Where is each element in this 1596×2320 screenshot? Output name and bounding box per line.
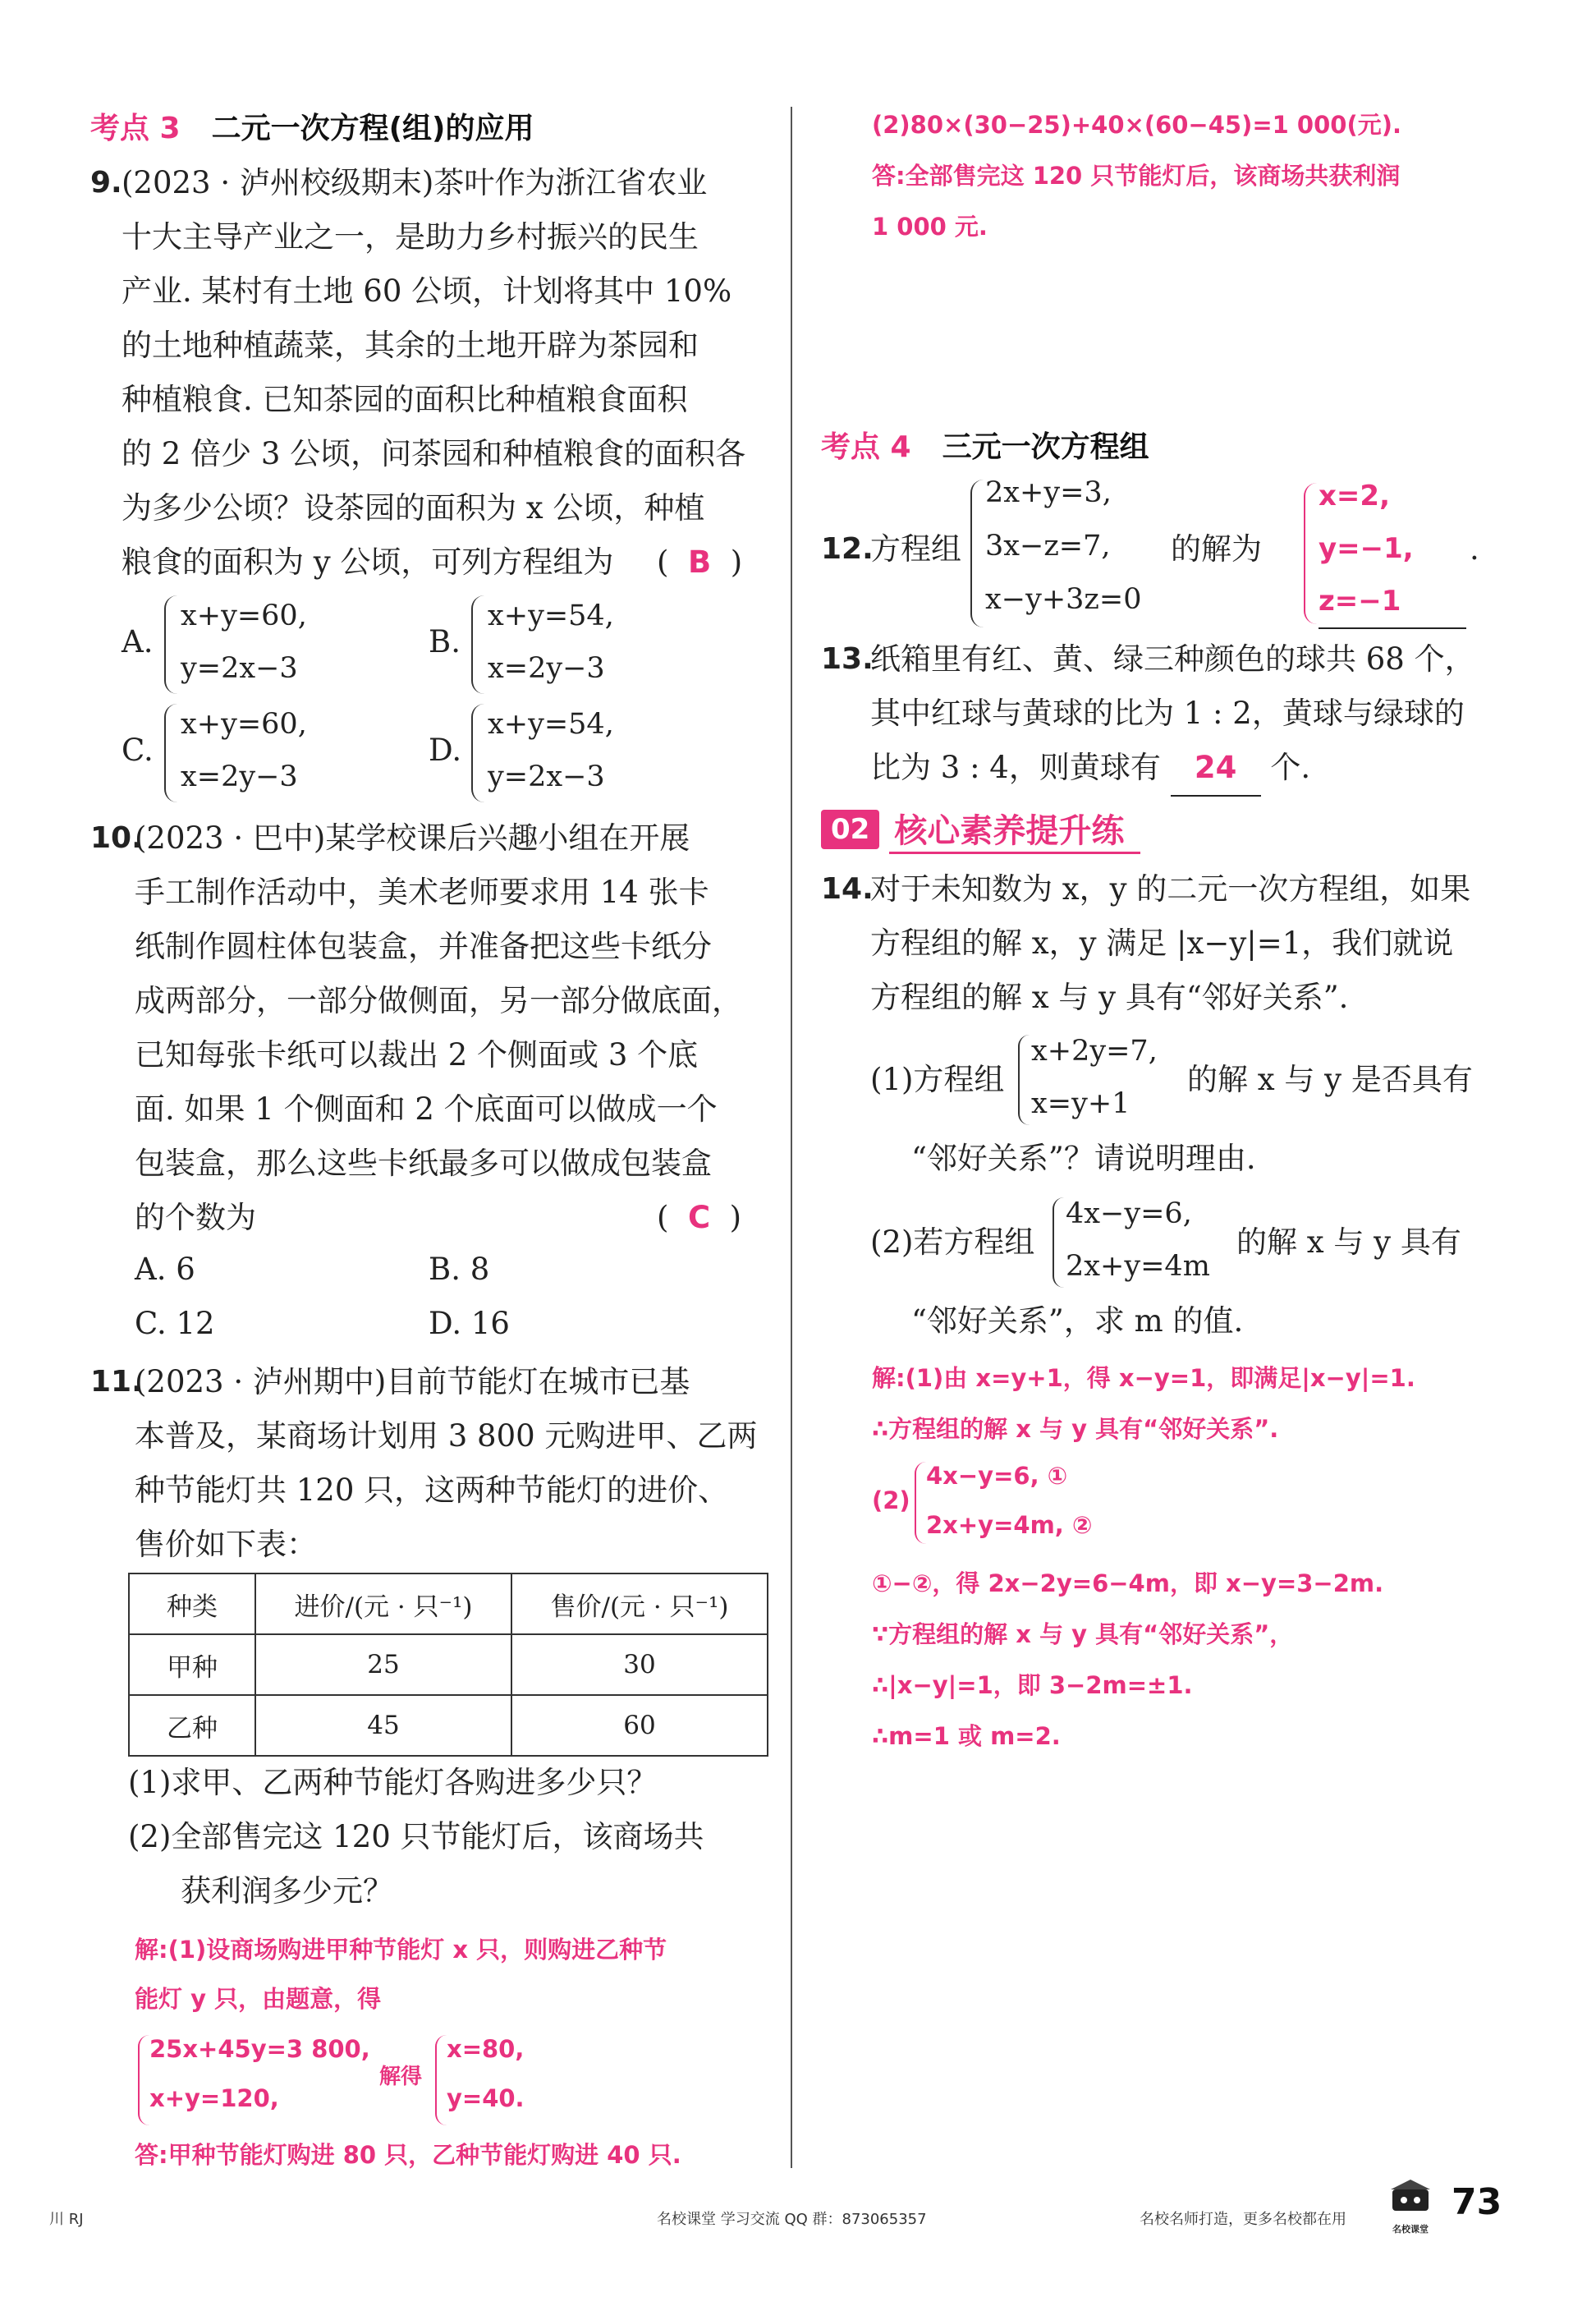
option-a-system — [181, 590, 307, 695]
answer-bracket: ( C ) — [657, 1200, 742, 1235]
badge-number: 02 — [821, 810, 879, 849]
option-label: B. — [429, 624, 461, 659]
brace — [471, 595, 484, 694]
q12-mid: 的解为 — [1171, 531, 1262, 567]
equation: x−y+3z=0 — [985, 583, 1142, 616]
q14-part2-text: 的解 x 与 y 具有 — [1236, 1224, 1461, 1260]
equation: x+y=54, — [488, 708, 614, 741]
q14-part2-text: “邻好关系”，求 m 的值. — [911, 1303, 1244, 1339]
equation: 2x+y=4m — [1066, 1250, 1210, 1283]
solution-line: ∴m=1 或 m=2. — [872, 1722, 1061, 1750]
q14-part1-text: “邻好关系”？请说明理由. — [911, 1141, 1256, 1176]
solution-equation: 4x−y=6, ① — [926, 1462, 1068, 1490]
q14-line: 对于未知数为 x，y 的二元一次方程组，如果 — [870, 871, 1471, 907]
table-header: 种类 — [129, 1573, 255, 1634]
badge-title: 核心素养提升练 — [889, 805, 1140, 854]
solution-equation: 2x+y=4m, ② — [926, 1511, 1093, 1539]
q9-line: 为多少公顷？设茶园的面积为 x 公顷，种植 — [122, 490, 705, 526]
solution-answer: 答:甲种节能灯购进 80 只，乙种节能灯购进 40 只. — [135, 2141, 681, 2169]
answer-value: x=2, — [1319, 480, 1390, 512]
q10-line: 纸制作圆柱体包装盒，并准备把这些卡纸分 — [135, 929, 712, 964]
q11-sub2: (2)全部售完这 120 只节能灯后，该商场共 — [128, 1819, 704, 1854]
question-number: 13. — [821, 642, 874, 676]
q10-line: 面. 如果 1 个侧面和 2 个底面可以做成一个 — [135, 1091, 718, 1127]
option-label: A. — [122, 624, 154, 659]
equation: y=2x−3 — [488, 760, 605, 793]
table-row — [129, 1695, 768, 1756]
table-cell: 30 — [511, 1634, 768, 1695]
q13-line — [870, 741, 1310, 797]
footer-edition: 川 RJ — [49, 2211, 84, 2228]
footer-slogan: 名校名师打造，更多名校都在用 — [1140, 2211, 1346, 2228]
table-row — [129, 1634, 768, 1695]
brace — [138, 2035, 149, 2125]
solution-line: ∴|x−y|=1，即 3−2m=±1. — [872, 1671, 1193, 1699]
answer-value: y=−1, — [1319, 532, 1414, 565]
option-d-system — [488, 698, 614, 803]
q10-line: 包装盒，那么这些卡纸最多可以做成包装盒 — [135, 1146, 712, 1181]
solution-line: ∴方程组的解 x 与 y 具有“邻好关系”. — [872, 1415, 1279, 1443]
section-title: 三元一次方程组 — [942, 430, 1149, 464]
school-logo-icon — [1386, 2175, 1435, 2235]
period: . — [1470, 531, 1479, 567]
answer-value: z=−1 — [1319, 585, 1401, 618]
q13-text: 个. — [1270, 750, 1311, 785]
q13-line: 其中红球与黄球的比为 1 : 2，黄球与绿球的 — [870, 696, 1465, 731]
q9-line: 种植粮食. 已知茶园的面积比种植粮食面积 — [122, 382, 688, 417]
q12-system — [985, 466, 1141, 627]
q9-line: 的土地种植蔬菜，其余的土地开辟为茶园和 — [122, 328, 699, 363]
table-cell: 乙种 — [129, 1695, 255, 1756]
left-column — [90, 0, 772, 2217]
option: A. 6 — [135, 1252, 195, 1287]
equation: x+2y=7, — [1031, 1035, 1158, 1068]
page-number: 73 — [1452, 2181, 1502, 2223]
q14-part2: (2)若方程组 — [870, 1224, 1035, 1260]
question-number: 12. — [821, 532, 874, 566]
solution-line: ∵方程组的解 x 与 y 具有“邻好关系”， — [872, 1620, 1294, 1648]
q10-line: 已知每张卡纸可以裁出 2 个侧面或 3 个底 — [135, 1037, 699, 1073]
q13-line: 纸箱里有红、黄、绿三种颜色的球共 68 个， — [870, 641, 1475, 677]
answer-bracket: ( B ) — [657, 544, 743, 580]
q10-line: 成两部分，一部分做侧面，另一部分做底面， — [135, 983, 742, 1018]
table-cell: 甲种 — [129, 1634, 255, 1695]
solution-equation: x=80, — [447, 2035, 525, 2063]
price-table — [128, 1573, 768, 1757]
solution-equation: x+y=120, — [149, 2084, 279, 2112]
option-c-system — [181, 698, 307, 803]
solution-equation: 25x+45y=3 800, — [149, 2035, 370, 2063]
q11-line: 本普及，某商场计划用 3 800 元购进甲、乙两 — [135, 1418, 758, 1454]
q9-line: (2023 · 泸州校级期末)茶叶作为浙江省农业 — [122, 165, 708, 200]
table-header: 进价/(元 · 只⁻¹) — [255, 1573, 511, 1634]
table-cell: 25 — [255, 1634, 511, 1695]
q13-answer: 24 — [1171, 741, 1261, 797]
q9-line: 产业. 某村有土地 60 公顷，计划将其中 10% — [122, 273, 732, 309]
q14-line: 方程组的解 x，y 满足 |x−y|=1，我们就说 — [870, 926, 1454, 961]
q10-answer: C — [687, 1200, 711, 1235]
brace — [435, 2035, 447, 2125]
column-divider — [791, 107, 792, 2168]
right-column — [821, 0, 1502, 2217]
equation: x=2y−3 — [181, 760, 298, 793]
table-cell: 60 — [511, 1695, 768, 1756]
equation: 3x−z=7, — [985, 530, 1111, 563]
table-header-row — [129, 1573, 768, 1634]
q11-line: 种节能灯共 120 只，这两种节能灯的进价、 — [135, 1472, 729, 1508]
footer-qq-group: 名校课堂 学习交流 QQ 群：873065357 — [657, 2211, 927, 2228]
equation: x+y=54, — [488, 600, 614, 632]
option-label: D. — [429, 733, 462, 768]
section-title: 二元一次方程(组)的应用 — [211, 112, 534, 145]
solution-equation: y=40. — [447, 2084, 525, 2112]
q12-answer-blank — [1319, 470, 1466, 629]
solution-line: 能灯 y 只，由题意，得 — [135, 1985, 382, 2013]
q9-answer: B — [687, 544, 712, 580]
q13-text: 比为 3 : 4，则黄球有 — [870, 750, 1161, 785]
logo-text: 名校课堂 — [1392, 2224, 1429, 2235]
brace — [164, 595, 177, 694]
question-number: 11. — [90, 1365, 143, 1399]
option: B. 8 — [429, 1252, 490, 1287]
q11-line: 售价如下表： — [135, 1527, 317, 1562]
q9-line: 粮食的面积为 y 公顷，可列方程组为 — [122, 544, 614, 580]
equation: x+y=60, — [181, 708, 307, 741]
q11-line: (2023 · 泸州期中)目前节能灯在城市已基 — [135, 1364, 690, 1399]
brace — [970, 480, 984, 627]
q11-sub2-cont: 获利润多少元？ — [181, 1873, 393, 1909]
solution-line: 解:(1)设商场购进甲种节能灯 x 只，则购进乙种节 — [135, 1936, 667, 1964]
equation: 4x−y=6, — [1066, 1197, 1192, 1230]
equation: x=2y−3 — [488, 652, 605, 685]
equation: 2x+y=3, — [985, 476, 1112, 509]
option-b-system — [488, 590, 614, 695]
solution-line: 1 000 元. — [872, 213, 988, 241]
section-tag: 考点 3 — [90, 112, 181, 145]
brace — [471, 704, 484, 802]
section-badge — [821, 806, 1140, 852]
option: C. 12 — [135, 1306, 215, 1341]
table-header: 售价/(元 · 只⁻¹) — [511, 1573, 768, 1634]
section-3-heading — [90, 105, 534, 147]
solution-line: 解:(1)由 x=y+1，得 x−y=1，即满足|x−y|=1. — [872, 1364, 1415, 1392]
equation: y=2x−3 — [181, 652, 298, 685]
q9-line: 的 2 倍少 3 公顷，问茶园和种植粮食的面积各 — [122, 436, 746, 471]
q14-line: 方程组的解 x 与 y 具有“邻好关系”. — [870, 980, 1349, 1015]
question-number: 9. — [90, 166, 122, 200]
solve-word: 解得 — [379, 2065, 423, 2089]
solution-line: ①−②，得 2x−2y=6−4m，即 x−y=3−2m. — [872, 1569, 1384, 1597]
q9-line: 十大主导产业之一，是助力乡村振兴的民生 — [122, 219, 699, 255]
solution-line: (2) — [872, 1486, 910, 1514]
q10-line: 手工制作活动中，美术老师要求用 14 张卡 — [135, 875, 709, 910]
question-number: 14. — [821, 872, 874, 906]
equation: x+y=60, — [181, 600, 307, 632]
section-4-heading — [821, 424, 1149, 466]
option: D. 16 — [429, 1306, 510, 1341]
q11-sub1: (1)求甲、乙两种节能灯各购进多少只？ — [128, 1765, 658, 1800]
brace — [1304, 483, 1317, 624]
option-label: C. — [122, 733, 154, 768]
section-tag: 考点 4 — [821, 430, 911, 464]
table-cell: 45 — [255, 1695, 511, 1756]
q10-line: 的个数为 — [135, 1200, 256, 1235]
q14-part1-text: 的解 x 与 y 是否具有 — [1187, 1062, 1473, 1097]
solution-line: 答:全部售完这 120 只节能灯后，该商场共获利润 — [872, 162, 1401, 190]
q12-pre: 方程组 — [870, 531, 961, 567]
question-number: 10. — [90, 821, 143, 855]
solution-line: (2)80×(30−25)+40×(60−45)=1 000(元). — [872, 111, 1401, 139]
equation: x=y+1 — [1031, 1087, 1130, 1120]
q10-line: (2023 · 巴中)某学校课后兴趣小组在开展 — [135, 820, 690, 856]
brace — [164, 704, 177, 802]
q14-part1: (1)方程组 — [870, 1062, 1005, 1097]
